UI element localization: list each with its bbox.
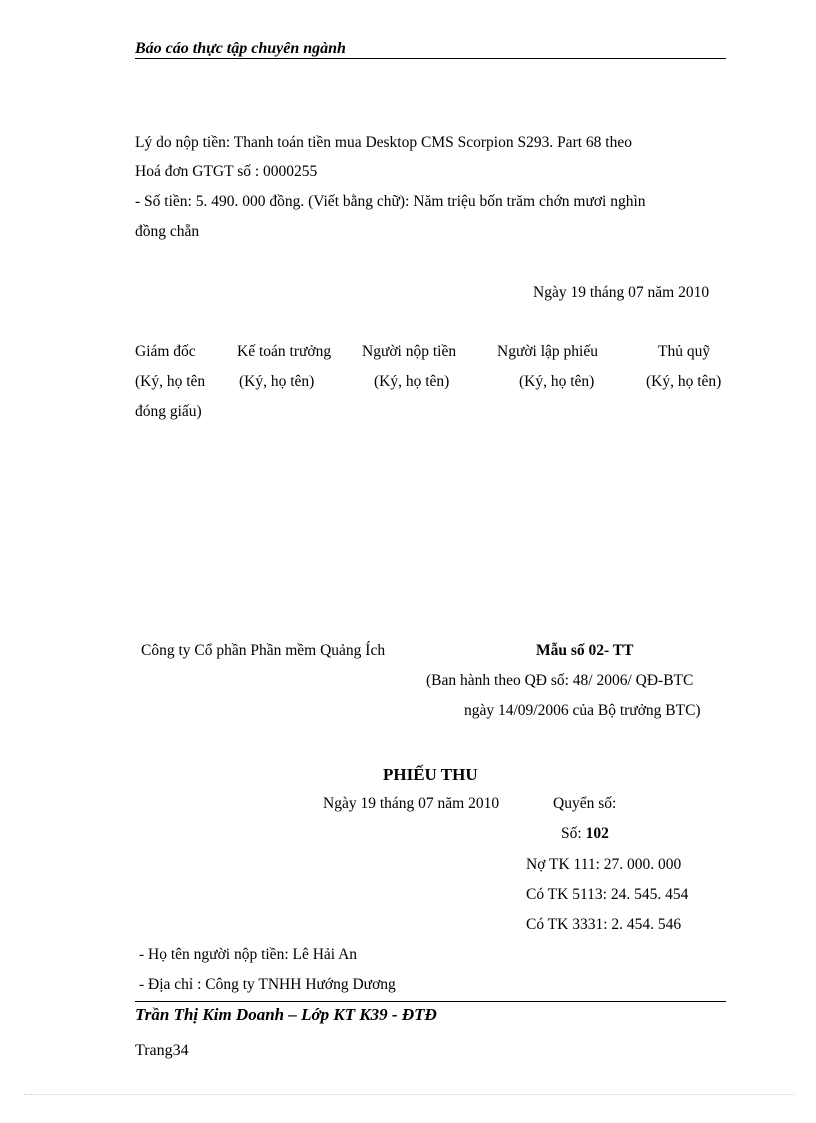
payer-address-line: - Địa chỉ : Công ty TNHH Hướng Dương [139, 976, 396, 993]
payment-reason-line: Lý do nộp tiền: Thanh toán tiền mua Desktop CMS Scorpion S293. Part 68 theo [135, 134, 632, 151]
signature-role-chief-accountant: Kế toán trưởng [237, 343, 332, 360]
issued-by-line: (Ban hành theo QĐ số: 48/ 2006/ QĐ-BTC [426, 672, 694, 689]
form-number: Mẫu số 02- TT [536, 642, 634, 659]
footer-author: Trần Thị Kim Doanh – Lớp KT K39 - ĐTĐ [135, 1005, 437, 1024]
signature-role-cashier: Thủ quỹ [658, 343, 711, 360]
date-line: Ngày 19 tháng 07 năm 2010 [533, 284, 710, 301]
signature-note-payer: (Ký, họ tên) [374, 373, 450, 390]
page-header-title: Báo cáo thực tập chuyên ngành [135, 40, 346, 57]
footer-rule [135, 1001, 726, 1002]
company-name: Công ty Cổ phần Phần mềm Quảng Ích [141, 642, 386, 659]
signature-note-chief-accountant: (Ký, họ tên) [239, 373, 315, 390]
signature-role-payer: Người nộp tiền [362, 343, 457, 360]
credit-account-5113: Có TK 5113: 24. 545. 454 [526, 886, 689, 903]
receipt-number-label: Số: [561, 825, 582, 842]
signature-note-preparer: (Ký, họ tên) [519, 373, 595, 390]
signature-role-preparer: Người lập phiếu [497, 343, 598, 360]
invoice-number-line: Hoá đơn GTGT số : 0000255 [135, 163, 318, 180]
signature-note-cashier: (Ký, họ tên) [646, 373, 722, 390]
receipt-date: Ngày 19 tháng 07 năm 2010 [323, 795, 500, 812]
page-bottom-border [24, 1094, 794, 1095]
signature-note-director-2: đóng giấu) [135, 403, 202, 420]
issued-date-line: ngày 14/09/2006 của Bộ trưởng BTC) [464, 702, 701, 719]
amount-words-line: đồng chẵn [135, 223, 200, 240]
credit-account-3331: Có TK 3331: 2. 454. 546 [526, 916, 682, 933]
header-rule [135, 58, 726, 59]
receipt-number-value: 102 [585, 825, 609, 842]
payer-name-line: - Họ tên người nộp tiền: Lê Hải An [139, 946, 358, 963]
receipt-number [561, 826, 609, 842]
signature-note-director: (Ký, họ tên [135, 373, 206, 390]
receipt-title: PHIẾU THU [383, 765, 478, 784]
debit-account: Nợ TK 111: 27. 000. 000 [526, 856, 682, 873]
book-number-label: Quyển số: [553, 795, 617, 812]
page-number: Trang34 [135, 1042, 189, 1059]
amount-line: - Số tiền: 5. 490. 000 đồng. (Viết bằng chữ): Năm triệu bốn trăm chớn mươi nghìn [135, 193, 646, 210]
signature-role-director: Giám đốc [135, 343, 196, 360]
